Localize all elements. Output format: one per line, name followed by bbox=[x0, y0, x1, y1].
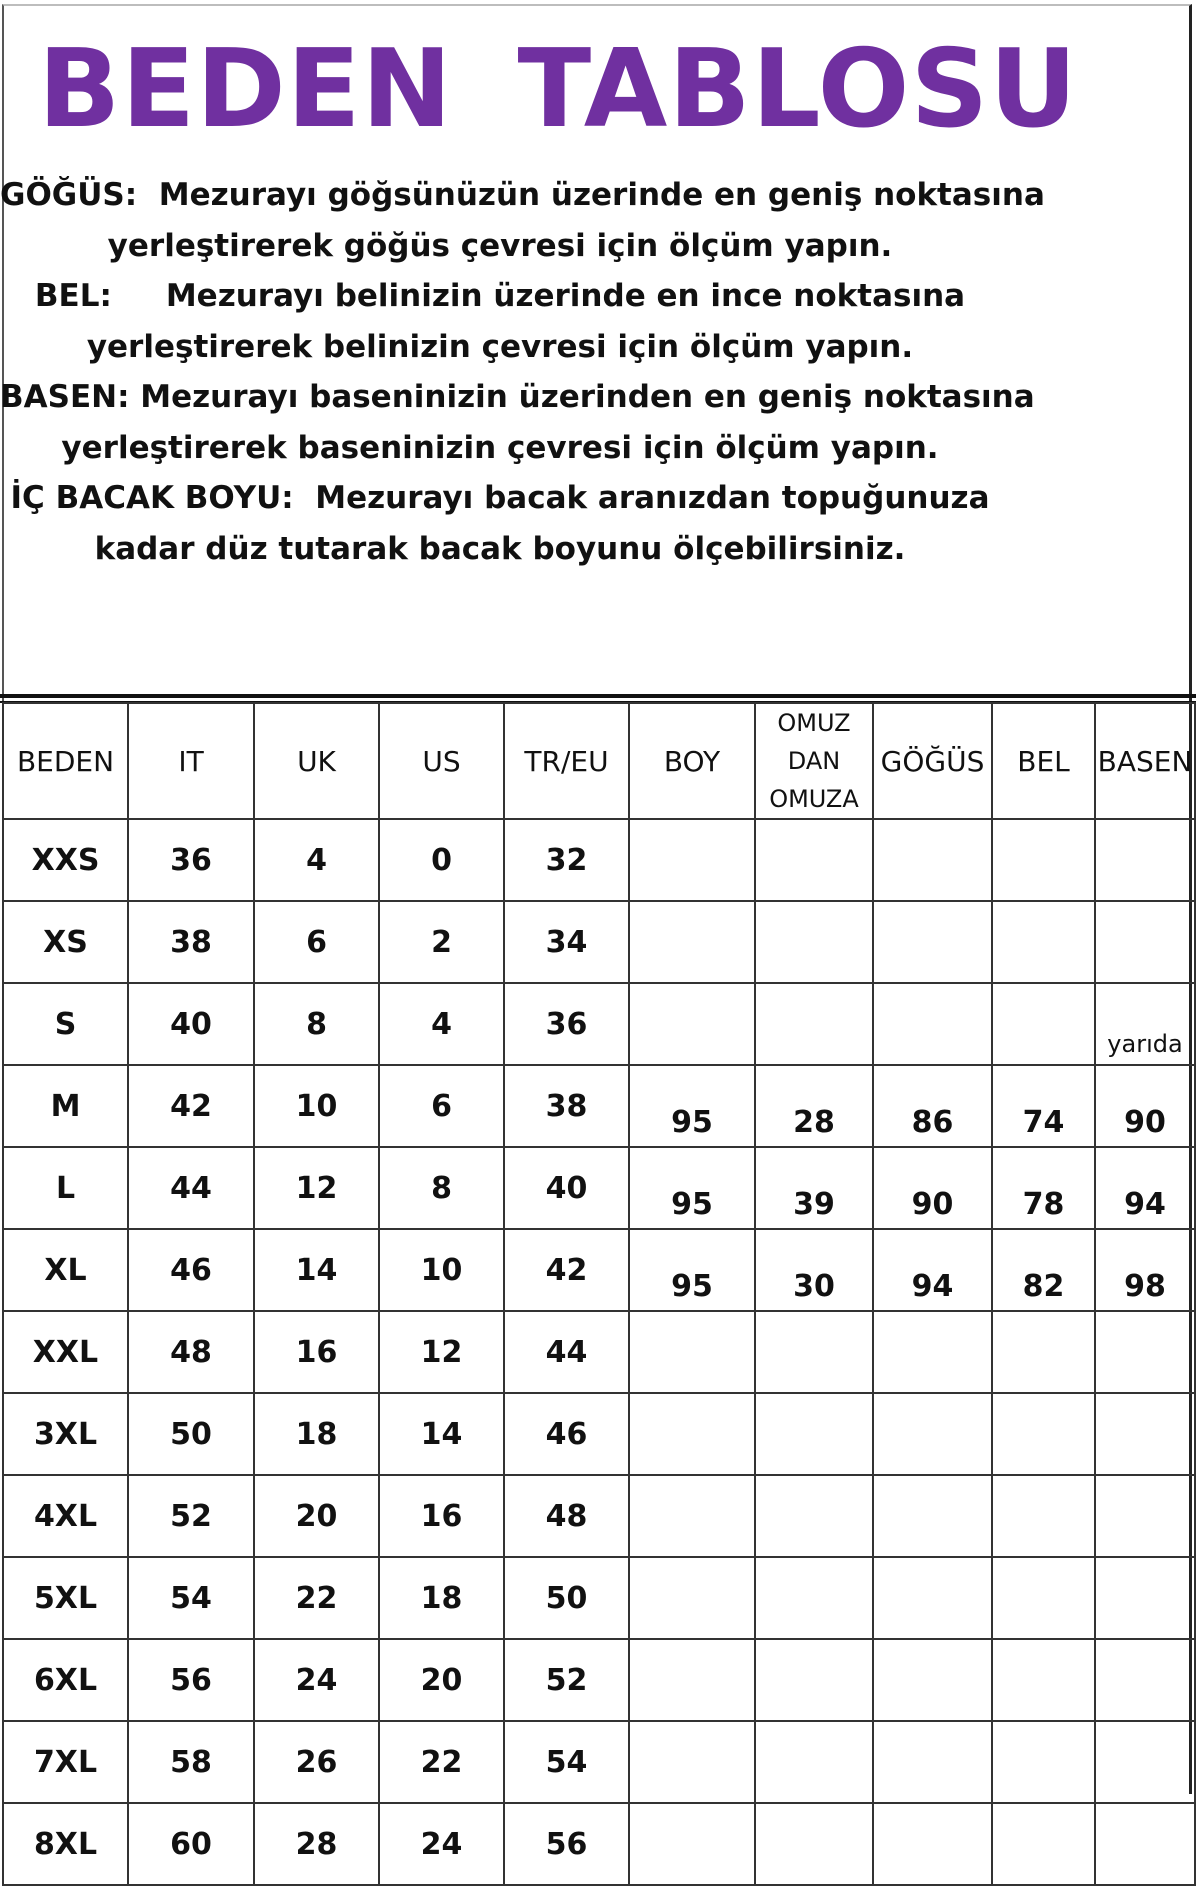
cell-omuz bbox=[755, 819, 873, 901]
cell-bel bbox=[992, 901, 1095, 983]
cell-beden: S bbox=[3, 983, 128, 1065]
cell-omuz bbox=[755, 1393, 873, 1475]
cell-boy bbox=[629, 983, 755, 1065]
cell-it: 52 bbox=[128, 1475, 254, 1557]
cell-gogus bbox=[873, 901, 992, 983]
cell-beden: 4XL bbox=[3, 1475, 128, 1557]
table-header-row bbox=[3, 703, 1195, 819]
table-row bbox=[3, 1147, 1195, 1229]
cell-boy: 95 bbox=[629, 1065, 755, 1147]
cell-treu: 44 bbox=[504, 1311, 629, 1393]
cell-beden: 6XL bbox=[3, 1639, 128, 1721]
table-row bbox=[3, 1393, 1195, 1475]
header-us: US bbox=[379, 703, 504, 819]
table-row bbox=[3, 1721, 1195, 1803]
cell-basen bbox=[1095, 901, 1195, 983]
cell-bel bbox=[992, 1721, 1095, 1803]
cell-uk: 4 bbox=[254, 819, 379, 901]
cell-basen bbox=[1095, 1393, 1195, 1475]
table-row bbox=[3, 901, 1195, 983]
cell-it: 46 bbox=[128, 1229, 254, 1311]
cell-boy bbox=[629, 1639, 755, 1721]
cell-treu: 40 bbox=[504, 1147, 629, 1229]
cell-gogus bbox=[873, 1803, 992, 1885]
instruction-line-gogus-cont: yerleştirerek göğüs çevresi için ölçüm yapın. bbox=[107, 227, 893, 264]
cell-basen bbox=[1095, 983, 1195, 1065]
table-row bbox=[3, 1803, 1195, 1885]
cell-omuz bbox=[755, 1721, 873, 1803]
cell-uk: 18 bbox=[254, 1393, 379, 1475]
cell-boy bbox=[629, 1803, 755, 1885]
cell-omuz: 39 bbox=[755, 1147, 873, 1229]
cell-treu: 54 bbox=[504, 1721, 629, 1803]
cell-gogus bbox=[873, 819, 992, 901]
cell-bel: 82 bbox=[992, 1229, 1095, 1311]
cell-omuz bbox=[755, 1311, 873, 1393]
header-beden: BEDEN bbox=[3, 703, 128, 819]
instruction-line-gogus: GÖĞÜS: Mezurayı göğsünüzün üzerinde en geniş noktasına bbox=[0, 177, 1045, 213]
header-bel: BEL bbox=[992, 703, 1095, 819]
cell-bel bbox=[992, 1393, 1095, 1475]
measurement-instructions bbox=[0, 170, 1045, 574]
cell-gogus bbox=[873, 1721, 992, 1803]
cell-gogus: 86 bbox=[873, 1065, 992, 1147]
cell-treu: 32 bbox=[504, 819, 629, 901]
cell-us: 8 bbox=[379, 1147, 504, 1229]
header-basen: BASEN bbox=[1095, 703, 1195, 819]
cell-bel bbox=[992, 1557, 1095, 1639]
cell-us: 2 bbox=[379, 901, 504, 983]
cell-uk: 8 bbox=[254, 983, 379, 1065]
cell-omuz bbox=[755, 1475, 873, 1557]
cell-us: 20 bbox=[379, 1639, 504, 1721]
cell-omuz bbox=[755, 1639, 873, 1721]
cell-it: 48 bbox=[128, 1311, 254, 1393]
cell-it: 54 bbox=[128, 1557, 254, 1639]
cell-us: 24 bbox=[379, 1803, 504, 1885]
cell-beden: 3XL bbox=[3, 1393, 128, 1475]
cell-treu: 34 bbox=[504, 901, 629, 983]
cell-boy bbox=[629, 1311, 755, 1393]
cell-boy: 95 bbox=[629, 1147, 755, 1229]
cell-treu: 48 bbox=[504, 1475, 629, 1557]
cell-us: 6 bbox=[379, 1065, 504, 1147]
cell-gogus bbox=[873, 1639, 992, 1721]
header-omuz-line-3: OMUZA bbox=[769, 785, 859, 813]
instruction-line-basen-cont: yerleştirerek baseninizin çevresi için ölçüm yapın. bbox=[61, 429, 939, 466]
cell-omuz bbox=[755, 983, 873, 1065]
cell-us: 4 bbox=[379, 983, 504, 1065]
instruction-line-bel: BEL: Mezurayı belinizin üzerinde en ince noktasına bbox=[34, 278, 966, 314]
cell-uk: 24 bbox=[254, 1639, 379, 1721]
header-tr-eu: TR/EU bbox=[504, 703, 629, 819]
cell-uk: 26 bbox=[254, 1721, 379, 1803]
table-row bbox=[3, 1229, 1195, 1311]
cell-us: 14 bbox=[379, 1393, 504, 1475]
cell-us: 10 bbox=[379, 1229, 504, 1311]
cell-boy bbox=[629, 1557, 755, 1639]
cell-basen bbox=[1095, 1311, 1195, 1393]
cell-treu: 56 bbox=[504, 1803, 629, 1885]
cell-it: 56 bbox=[128, 1639, 254, 1721]
cell-beden: M bbox=[3, 1065, 128, 1147]
cell-beden: 8XL bbox=[3, 1803, 128, 1885]
cell-gogus: 90 bbox=[873, 1147, 992, 1229]
cell-omuz: 30 bbox=[755, 1229, 873, 1311]
table-row bbox=[3, 1475, 1195, 1557]
cell-boy bbox=[629, 1721, 755, 1803]
cell-omuz bbox=[755, 1803, 873, 1885]
cell-basen: 94 bbox=[1095, 1147, 1195, 1229]
cell-uk: 16 bbox=[254, 1311, 379, 1393]
cell-basen bbox=[1095, 1475, 1195, 1557]
cell-beden: XS bbox=[3, 901, 128, 983]
table-row bbox=[3, 819, 1195, 901]
cell-it: 58 bbox=[128, 1721, 254, 1803]
cell-basen bbox=[1095, 1803, 1195, 1885]
cell-bel bbox=[992, 1311, 1095, 1393]
cell-basen: 90 bbox=[1095, 1065, 1195, 1147]
cell-beden: L bbox=[3, 1147, 128, 1229]
instruction-line-bel-cont: yerleştirerek belinizin çevresi için ölçüm yapın. bbox=[86, 328, 914, 365]
cell-uk: 22 bbox=[254, 1557, 379, 1639]
cell-gogus: 94 bbox=[873, 1229, 992, 1311]
cell-gogus bbox=[873, 1557, 992, 1639]
header-omuz-line-1: OMUZ bbox=[777, 709, 851, 737]
cell-us: 18 bbox=[379, 1557, 504, 1639]
cell-boy bbox=[629, 819, 755, 901]
cell-omuz bbox=[755, 1557, 873, 1639]
cell-gogus bbox=[873, 983, 992, 1065]
cell-uk: 14 bbox=[254, 1229, 379, 1311]
cell-it: 50 bbox=[128, 1393, 254, 1475]
cell-it: 36 bbox=[128, 819, 254, 901]
cell-beden: 7XL bbox=[3, 1721, 128, 1803]
cell-bel bbox=[992, 1803, 1095, 1885]
cell-gogus bbox=[873, 1393, 992, 1475]
cell-it: 60 bbox=[128, 1803, 254, 1885]
header-boy: BOY bbox=[629, 703, 755, 819]
cell-omuz bbox=[755, 901, 873, 983]
cell-bel bbox=[992, 983, 1095, 1065]
cell-boy bbox=[629, 1393, 755, 1475]
size-table-body bbox=[3, 819, 1195, 1885]
cell-beden: XXS bbox=[3, 819, 128, 901]
table-row bbox=[3, 983, 1195, 1065]
header-uk: UK bbox=[254, 703, 379, 819]
cell-bel bbox=[992, 819, 1095, 901]
cell-uk: 28 bbox=[254, 1803, 379, 1885]
cell-treu: 42 bbox=[504, 1229, 629, 1311]
cell-boy bbox=[629, 1475, 755, 1557]
cell-treu: 52 bbox=[504, 1639, 629, 1721]
basen-note: yarıda bbox=[1107, 1030, 1183, 1058]
cell-us: 12 bbox=[379, 1311, 504, 1393]
cell-uk: 6 bbox=[254, 901, 379, 983]
cell-basen bbox=[1095, 1557, 1195, 1639]
cell-uk: 10 bbox=[254, 1065, 379, 1147]
instruction-line-ic-bacak: İÇ BACAK BOYU: Mezurayı bacak aranızdan topuğunuza bbox=[10, 480, 990, 516]
cell-beden: 5XL bbox=[3, 1557, 128, 1639]
cell-beden: XL bbox=[3, 1229, 128, 1311]
cell-bel: 78 bbox=[992, 1147, 1095, 1229]
table-row bbox=[3, 1557, 1195, 1639]
cell-gogus bbox=[873, 1311, 992, 1393]
cell-uk: 20 bbox=[254, 1475, 379, 1557]
cell-it: 42 bbox=[128, 1065, 254, 1147]
cell-us: 22 bbox=[379, 1721, 504, 1803]
header-omuz-line-2: DAN bbox=[787, 747, 841, 775]
header-omuzdan-omuza bbox=[755, 703, 873, 819]
instruction-line-ic-bacak-cont: kadar düz tutarak bacak boyunu ölçebilirsiniz. bbox=[94, 530, 906, 567]
cell-basen bbox=[1095, 819, 1195, 901]
cell-treu: 50 bbox=[504, 1557, 629, 1639]
cell-boy: 95 bbox=[629, 1229, 755, 1311]
size-table bbox=[2, 702, 1196, 1886]
header-gogus: GÖĞÜS bbox=[873, 703, 992, 819]
table-row bbox=[3, 1311, 1195, 1393]
cell-beden: XXL bbox=[3, 1311, 128, 1393]
cell-gogus bbox=[873, 1475, 992, 1557]
page-title: BEDEN TABLOSU bbox=[38, 27, 1078, 152]
cell-it: 38 bbox=[128, 901, 254, 983]
cell-us: 0 bbox=[379, 819, 504, 901]
cell-it: 40 bbox=[128, 983, 254, 1065]
instruction-line-basen: BASEN: Mezurayı baseninizin üzerinden en geniş noktasına bbox=[0, 379, 1035, 415]
cell-bel bbox=[992, 1475, 1095, 1557]
cell-it: 44 bbox=[128, 1147, 254, 1229]
cell-uk: 12 bbox=[254, 1147, 379, 1229]
cell-us: 16 bbox=[379, 1475, 504, 1557]
cell-bel: 74 bbox=[992, 1065, 1095, 1147]
cell-bel bbox=[992, 1639, 1095, 1721]
cell-treu: 38 bbox=[504, 1065, 629, 1147]
table-row bbox=[3, 1639, 1195, 1721]
header-it: IT bbox=[128, 703, 254, 819]
cell-basen bbox=[1095, 1639, 1195, 1721]
cell-omuz: 28 bbox=[755, 1065, 873, 1147]
cell-basen: 98 bbox=[1095, 1229, 1195, 1311]
cell-boy bbox=[629, 901, 755, 983]
table-row bbox=[3, 1065, 1195, 1147]
cell-basen bbox=[1095, 1721, 1195, 1803]
cell-treu: 46 bbox=[504, 1393, 629, 1475]
cell-treu: 36 bbox=[504, 983, 629, 1065]
